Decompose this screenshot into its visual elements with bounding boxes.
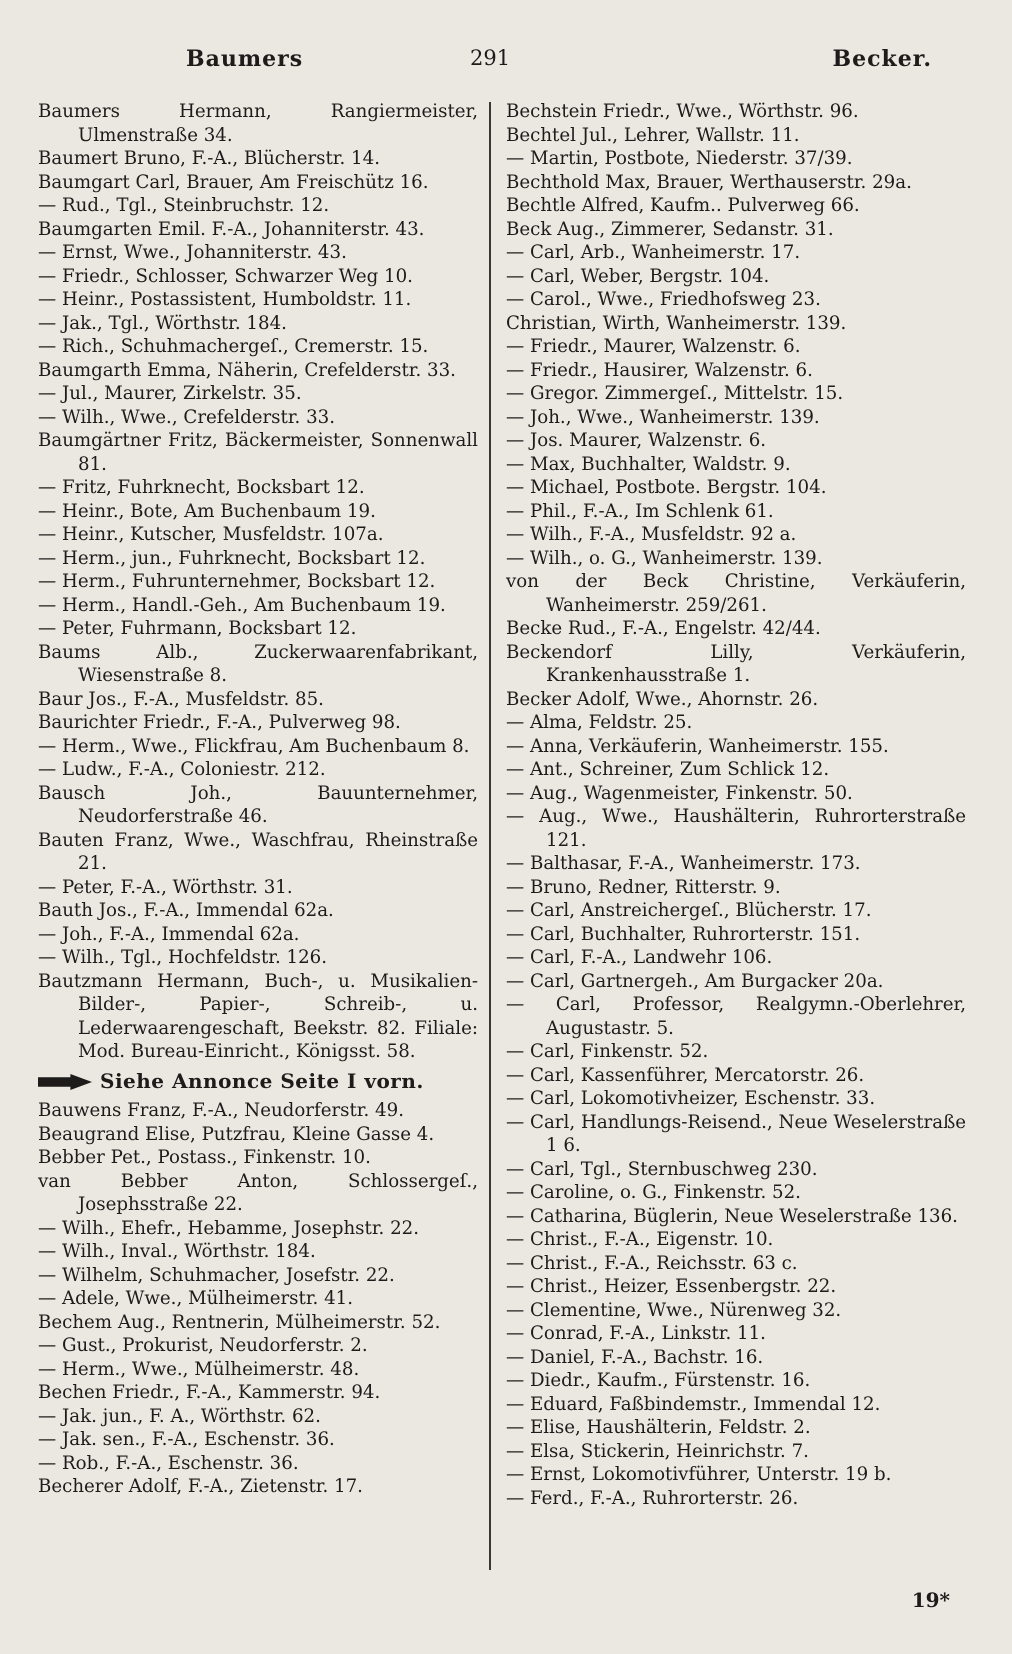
directory-entry: — Wilh., Wwe., Crefelderstr. 33. bbox=[38, 406, 336, 428]
directory-entry: — Max, Buchhalter, Waldstr. 9. bbox=[506, 453, 791, 475]
directory-entry: — Alma, Feldstr. 25. bbox=[506, 712, 693, 733]
directory-entry: Bechstein Friedr., Wwe., Wörthstr. 96. bbox=[506, 101, 859, 122]
directory-entry: — Carl, Kassenführer, Mercatorstr. 26. bbox=[506, 1064, 865, 1086]
directory-entry: — Herm., Wwe., Flickfrau, Am Buchenbaum 8. bbox=[38, 735, 470, 757]
directory-entry: — Herm., Fuhrunternehmer, Bocksbart 12. bbox=[38, 571, 436, 592]
directory-entry: — Conrad, F.-A., Linkstr. 11. bbox=[506, 1323, 766, 1344]
directory-entry: — Rud., Tgl., Steinbruchstr. 12. bbox=[38, 195, 330, 216]
directory-entry: — Ernst, Wwe., Johanniterstr. 43. bbox=[38, 242, 347, 263]
pointing-hand-icon bbox=[38, 1074, 92, 1090]
directory-entry: — Joh., Wwe., Wanheimerstr. 139. bbox=[506, 406, 820, 428]
directory-entry: — Jak. sen., F.-A., Eschenstr. 36. bbox=[38, 1429, 335, 1450]
directory-entry: Beaugrand Elise, Putzfrau, Kleine Gasse 4. bbox=[38, 1123, 435, 1145]
directory-entry: — Heinr., Postassistent, Humboldstr. 11. bbox=[38, 289, 412, 310]
directory-entry: — Balthasar, F.-A., Wanheimerstr. 173. bbox=[506, 853, 861, 874]
directory-entry: Bechtel Jul., Lehrer, Wallstr. 11. bbox=[506, 124, 800, 146]
directory-entry: Christian, Wirth, Wanheimerstr. 139. bbox=[506, 312, 847, 334]
directory-entry: — Carl, Professor, Realgymn.-Oberlehrer, Augustastr. 5. bbox=[506, 994, 966, 1039]
directory-entry: — Ferd., F.-A., Ruhrorterstr. 26. bbox=[506, 1487, 799, 1509]
directory-entry: Becker Adolf, Wwe., Ahornstr. 26. bbox=[506, 688, 819, 710]
directory-entry: Baumgart Carl, Brauer, Am Freischütz 16. bbox=[38, 171, 429, 193]
directory-entry: — Jul., Maurer, Zirkelstr. 35. bbox=[38, 383, 302, 404]
directory-entry: Bautzmann Hermann, Buch-, u. Musikalien-Bilder-, Papier-, Schreib-, u. Lederwaarengeschaft, Beekstr. 82. Filiale: Mod. Bureau-Einricht., Königsst. 58. bbox=[38, 970, 478, 1062]
advertisement-notice bbox=[38, 1070, 478, 1094]
directory-entry: Beckendorf Lilly, Verkäuferin, Krankenhausstraße 1. bbox=[506, 641, 966, 686]
directory-entry: — Christ., F.-A., Eigenstr. 10. bbox=[506, 1229, 774, 1250]
directory-entry: — Wilh., Ehefr., Hebamme, Josephstr. 22. bbox=[38, 1217, 420, 1239]
page-number: 291 bbox=[470, 46, 511, 70]
directory-entry: Baumers Hermann, Rangiermeister, Ulmenstraße 34. bbox=[38, 101, 478, 146]
signature-mark: 19* bbox=[911, 1588, 950, 1612]
directory-entry: — Wilh., o. G., Wanheimerstr. 139. bbox=[506, 547, 823, 569]
directory-entry: — Carl, Lokomotivheizer, Eschenstr. 33. bbox=[506, 1088, 876, 1109]
directory-entry: — Friedr., Maurer, Walzenstr. 6. bbox=[506, 336, 801, 357]
directory-entry: Bechthold Max, Brauer, Werthauserstr. 29a. bbox=[506, 171, 912, 193]
directory-entry: — Heinr., Kutscher, Musfeldstr. 107a. bbox=[38, 524, 384, 545]
directory-entry: — Elsa, Stickerin, Heinrichstr. 7. bbox=[506, 1440, 809, 1462]
directory-entry: — Fritz, Fuhrknecht, Bocksbart 12. bbox=[38, 477, 365, 498]
header-right-catchword: Becker. bbox=[832, 46, 932, 72]
directory-entry: — Gust., Prokurist, Neudorferstr. 2. bbox=[38, 1335, 368, 1356]
directory-entry: — Eduard, Faßbindemstr., Immendal 12. bbox=[506, 1393, 881, 1415]
directory-entry: — Carl, Gartnergeh., Am Burgacker 20a. bbox=[506, 970, 884, 992]
directory-entry: Baumgarth Emma, Näherin, Crefelderstr. 33. bbox=[38, 359, 456, 381]
directory-entry: — Daniel, F.-A., Bachstr. 16. bbox=[506, 1346, 764, 1368]
directory-entry: — Ernst, Lokomotivführer, Unterstr. 19 b. bbox=[506, 1464, 892, 1485]
directory-entry: van Bebber Anton, Schlossergeſ., Josephsstraße 22. bbox=[38, 1170, 478, 1215]
left-column bbox=[38, 100, 478, 1499]
header-left-catchword: Baumers bbox=[186, 46, 304, 72]
directory-entry: — Diedr., Kaufm., Fürstenstr. 16. bbox=[506, 1370, 811, 1391]
directory-entry: Bechen Friedr., F.-A., Kammerstr. 94. bbox=[38, 1382, 381, 1403]
directory-entry: — Aug., Wwe., Haushälterin, Ruhrorterstraße 121. bbox=[506, 806, 966, 851]
directory-entry: — Adele, Wwe., Mülheimerstr. 41. bbox=[38, 1288, 353, 1309]
directory-entry: Bauwens Franz, F.-A., Neudorferstr. 49. bbox=[38, 1100, 404, 1121]
directory-entry: Baurichter Friedr., F.-A., Pulverweg 98. bbox=[38, 712, 401, 733]
directory-entry: Bechtle Alfred, Kaufm.. Pulverweg 66. bbox=[506, 195, 860, 216]
directory-entry: Becherer Adolf, F.-A., Zietenstr. 17. bbox=[38, 1476, 363, 1497]
directory-entry: — Christ., F.-A., Reichsstr. 63 c. bbox=[506, 1252, 798, 1274]
directory-entry: Baums Alb., Zuckerwaarenfabrikant, Wiesenstraße 8. bbox=[38, 641, 478, 686]
directory-entry: — Joh., F.-A., Immendal 62a. bbox=[38, 923, 300, 945]
directory-entry: Bebber Pet., Postass., Finkenstr. 10. bbox=[38, 1147, 371, 1168]
directory-entry: Beck Aug., Zimmerer, Sedanstr. 31. bbox=[506, 218, 834, 240]
column-divider bbox=[489, 102, 491, 1570]
directory-entry: Bausch Joh., Bauunternehmer, Neudorferstraße 46. bbox=[38, 782, 478, 827]
directory-entry: — Aug., Wagenmeister, Finkenstr. 50. bbox=[506, 782, 853, 804]
directory-entry: — Carol., Wwe., Friedhofsweg 23. bbox=[506, 289, 821, 310]
directory-entry: — Jos. Maurer, Walzenstr. 6. bbox=[506, 430, 767, 451]
page-header bbox=[38, 46, 972, 82]
directory-entry: — Carl, Anstreichergeſ., Blücherstr. 17. bbox=[506, 900, 872, 921]
directory-entry: Becke Rud., F.-A., Engelstr. 42/44. bbox=[506, 618, 821, 639]
directory-entry: — Carl, Buchhalter, Ruhrorterstr. 151. bbox=[506, 923, 861, 945]
directory-entry: — Heinr., Bote, Am Buchenbaum 19. bbox=[38, 500, 376, 522]
directory-entry: — Herm., Handl.-Geh., Am Buchenbaum 19. bbox=[38, 594, 446, 616]
directory-entry: — Caroline, o. G., Finkenstr. 52. bbox=[506, 1182, 801, 1203]
directory-entry: — Gregor. Zimmergeſ., Mittelstr. 15. bbox=[506, 383, 844, 404]
directory-entry: — Catharina, Büglerin, Neue Weselerstraße 136. bbox=[506, 1205, 958, 1227]
directory-entry: — Peter, Fuhrmann, Bocksbart 12. bbox=[38, 618, 357, 639]
directory-entry: — Rob., F.-A., Eschenstr. 36. bbox=[38, 1452, 299, 1474]
directory-entry: — Rich., Schuhmachergeſ., Cremerstr. 15. bbox=[38, 336, 429, 357]
directory-entry: — Ludw., F.-A., Coloniestr. 212. bbox=[38, 759, 326, 780]
directory-entry: — Herm., Wwe., Mülheimerstr. 48. bbox=[38, 1358, 360, 1380]
directory-entry: — Wilh., Inval., Wörthstr. 184. bbox=[38, 1241, 316, 1262]
directory-entry: — Carl, Tgl., Sternbuschweg 230. bbox=[506, 1158, 818, 1180]
directory-entry: — Herm., jun., Fuhrknecht, Bocksbart 12. bbox=[38, 547, 426, 569]
directory-entry: — Carl, F.-A., Landwehr 106. bbox=[506, 947, 773, 968]
directory-entry: — Michael, Postbote. Bergstr. 104. bbox=[506, 477, 827, 498]
directory-entry: — Carl, Weber, Bergstr. 104. bbox=[506, 265, 770, 287]
directory-entry: — Jak., Tgl., Wörthstr. 184. bbox=[38, 312, 287, 334]
directory-entry: — Bruno, Redner, Ritterstr. 9. bbox=[506, 876, 781, 898]
directory-entry: Baumgarten Emil. F.-A., Johanniterstr. 43. bbox=[38, 218, 425, 240]
directory-entry: — Friedr., Schlosser, Schwarzer Weg 10. bbox=[38, 265, 413, 287]
directory-entry: — Martin, Postbote, Niederstr. 37/39. bbox=[506, 148, 853, 169]
directory-entry: — Wilhelm, Schuhmacher, Josefstr. 22. bbox=[38, 1264, 395, 1286]
directory-entry: Bechem Aug., Rentnerin, Mülheimerstr. 52. bbox=[38, 1311, 441, 1333]
directory-entry: von der Beck Christine, Verkäuferin, Wanheimerstr. 259/261. bbox=[506, 571, 966, 616]
directory-entry: — Carl, Arb., Wanheimerstr. 17. bbox=[506, 242, 801, 263]
directory-entry: Baur Jos., F.-A., Musfeldstr. 85. bbox=[38, 688, 324, 710]
directory-entry: — Wilh., F.-A., Musfeldstr. 92 a. bbox=[506, 524, 797, 545]
directory-entry: — Friedr., Hausirer, Walzenstr. 6. bbox=[506, 359, 813, 381]
directory-entry: — Carl, Finkenstr. 52. bbox=[506, 1041, 709, 1062]
directory-entry: — Carl, Handlungs-Reisend., Neue Weselerstraße 1 6. bbox=[506, 1111, 966, 1156]
directory-entry: — Christ., Heizer, Essenbergstr. 22. bbox=[506, 1276, 837, 1297]
directory-entry: Bauth Jos., F.-A., Immendal 62a. bbox=[38, 900, 334, 921]
directory-entry: — Anna, Verkäuferin, Wanheimerstr. 155. bbox=[506, 735, 889, 757]
directory-entry: — Ant., Schreiner, Zum Schlick 12. bbox=[506, 759, 830, 780]
directory-entry: — Wilh., Tgl., Hochfeldstr. 126. bbox=[38, 947, 328, 968]
notice-text: Siehe Annonce Seite I vorn. bbox=[100, 1068, 424, 1093]
directory-entry: — Peter, F.-A., Wörthstr. 31. bbox=[38, 876, 293, 898]
directory-entry: Bauten Franz, Wwe., Waschfrau, Rheinstraße 21. bbox=[38, 829, 478, 874]
directory-entry: — Jak. jun., F. A., Wörthstr. 62. bbox=[38, 1405, 321, 1427]
right-column bbox=[506, 100, 966, 1510]
directory-entry: — Elise, Haushälterin, Feldstr. 2. bbox=[506, 1417, 811, 1438]
directory-entry: Baumert Bruno, F.-A., Blücherstr. 14. bbox=[38, 148, 380, 169]
directory-entry: Baumgärtner Fritz, Bäckermeister, Sonnenwall 81. bbox=[38, 430, 478, 475]
directory-entry: — Clementine, Wwe., Nürenweg 32. bbox=[506, 1299, 842, 1321]
directory-entry: — Phil., F.-A., Im Schlenk 61. bbox=[506, 500, 774, 522]
